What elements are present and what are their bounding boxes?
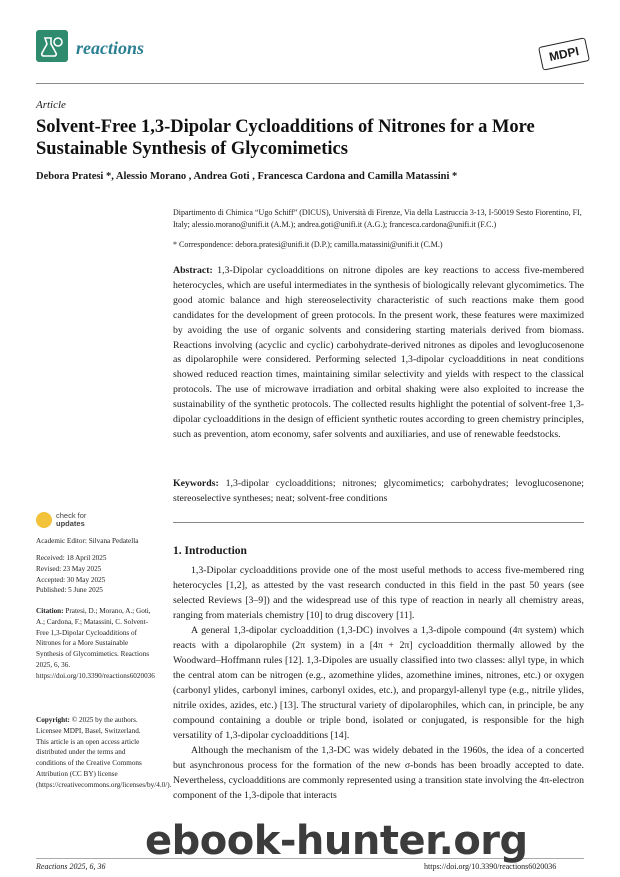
intro-paragraph-3: Although the mechanism of the 1,3-DC was widely debated in the 1960s, the idea of a concerted but asynchronous process for the formation of the new σ-bonds has been broadly accepted to date. Nevertheless, cycloadditions are commonly represented using a transition state involving the 4π-electron component of the 1,3-dipole that interacts: [173, 745, 584, 801]
mdpi-logo: MDPI: [538, 37, 590, 70]
citation-text[interactable]: Pratesi, D.; Morano, A.; Goti, A.; Cardona, F.; Matassini, C. Solvent-Free 1,3-Dipolar Cycloadditions of Nitrones for a More Sustainable Synthesis of Glycomimetics. Reactions 2025, 6, 36. https://doi.org/10.3390/reactions6020036: [36, 607, 155, 680]
introduction-body: [173, 563, 584, 803]
check-for-updates-icon[interactable]: [36, 512, 52, 528]
revised-date: Revised: 23 May 2025: [36, 564, 102, 573]
section-heading: 1. Introduction: [173, 545, 247, 557]
footer-doi[interactable]: https://doi.org/10.3390/reactions6020036: [424, 862, 557, 871]
author-list: [36, 171, 596, 182]
header-divider: [36, 83, 584, 84]
journal-name: reactions: [76, 38, 145, 58]
abstract-text: 1,3-Dipolar cycloadditions on nitrone dipoles are key reactions to access five-membered heterocycles, which are useful intermediates in the synthesis of biologically relevant glycomimetics. The good atomic balance and high stereoselectivity characteristic of such reactions make them good candidates for the development of green protocols. In the present work, these features were maximized by avoiding the use of organic solvents and considering starting materials derived from biomass. Reactions involving (acyclic and cyclic) carbohydrate-derived nitrones as dipoles and levoglucosenone as dipolarophile were considered. Performing selected 1,3-dipolar cycloadditions in neat conditions showed reduced reaction times, maintaining similar selectivity and yields with respect to the classical protocols. The use of microwave irradiation and orbital shaking were also exploited to increase the sustainability of the synthetic protocols. The collected results highlight the potential of solvent-free 1,3-dipolar cycloadditions in the design of efficient synthetic routes according to green chemistry principles, such as prevention, atom economy, safer solvents and auxiliaries, and use of renewable feedstocks.: [173, 265, 584, 440]
keywords: [173, 477, 584, 507]
watermark: ebook-hunter.org: [145, 818, 528, 864]
intro-paragraph-1: 1,3-Dipolar cycloadditions provide one of the most useful methods to access five-membered ring heterocycles [1,2], as attested by the vast research conducted in this field in the past 50 years (see selected Reviews [3–9]) and the widespread use of this type of reaction in nearly all chemistry areas, ranging from materials chemistry [10] to drug discovery [11].: [173, 565, 584, 621]
academic-editor: Academic Editor: Silvana Pedatella: [36, 537, 139, 545]
received-date: Received: 18 April 2025: [36, 554, 107, 562]
journal-logo-icon: [36, 30, 68, 62]
section-divider: [173, 522, 584, 523]
footer-journal-info: Reactions 2025, 6, 36: [36, 862, 106, 871]
intro-paragraph-2: A general 1,3-dipolar cycloaddition (1,3-DC) involves a 1,3-dipole compound (4π system) which reacts with a dipolarophile (2π system) in a [4π + 2π] cycloaddition thermally allowed by the Woodward–Hoffmann rules [12]. 1,3-Dipoles are usually classified into two classes: allyl type, in which the central atom can be nitrogen (e.g., azomethine ylides, azomethine imines, nitrones, etc.) or oxygen (carbonyl ylides, carbonyl imines, carbonyl oxides, etc.), and propargyl-allenyl type (e.g., nitrile ylides, nitrile oxides, azides, etc.) [13]. The structural variety of dipolarophiles, which can, in principle, be any compound containing a double or triple bond, isolated or conjugated, is responsible for the high versatility of 1,3-dipolar cycloadditions [14].: [173, 625, 584, 741]
keywords-label: Keywords:: [173, 478, 219, 489]
citation-block: [36, 606, 154, 682]
abstract-label: Abstract:: [173, 265, 213, 276]
accepted-date: Accepted: 30 May 2025: [36, 575, 106, 584]
authors-text: Debora Pratesi *, Alessio Morano , Andrea Goti , Francesca Cardona and Camilla Matassini *: [36, 171, 458, 182]
abstract: [173, 264, 584, 443]
citation-label: Citation:: [36, 607, 64, 615]
affiliation: Dipartimento di Chimica “Ugo Schiff” (DICUS), Università di Firenze, Via della Lastruccia 3-13, I-50019 Sesto Fiorentino, FI, Italy; alessio.morano@unifi.it (A.M.); andrea.goti@unifi.it (A.G.); francesca.cardona@unifi.it (F.C.): [173, 208, 582, 229]
check-for-updates-label[interactable]: [56, 512, 86, 528]
article-type: Article: [36, 99, 66, 111]
dates: [36, 553, 154, 596]
copyright-block: [36, 715, 172, 791]
copyright-text: © 2025 by the authors. Licensee MDPI, Basel, Switzerland. This article is an open access article distributed under the terms and conditions of the Creative Commons Attribution (CC BY) license (https://creativecommons.org/licenses/by/4.0/).: [36, 716, 172, 789]
published-date: Published: 5 June 2025: [36, 586, 103, 595]
keywords-text: 1,3-dipolar cycloadditions; nitrones; glycomimetics; carbohydrates; levoglucosenone; stereoselective syntheses; neat; solvent-free conditions: [173, 478, 584, 504]
correspondence: * Correspondence: debora.pratesi@unifi.it (D.P.); camilla.matassini@unifi.it (C.M.): [173, 240, 443, 249]
check-line-1: check for: [56, 511, 87, 520]
article-title: Solvent-Free 1,3-Dipolar Cycloadditions of Nitrones for a More Sustainable Synthesis of Glycomimetics: [36, 117, 535, 159]
check-line-2: updates: [56, 519, 85, 528]
copyright-label: Copyright:: [36, 716, 70, 724]
